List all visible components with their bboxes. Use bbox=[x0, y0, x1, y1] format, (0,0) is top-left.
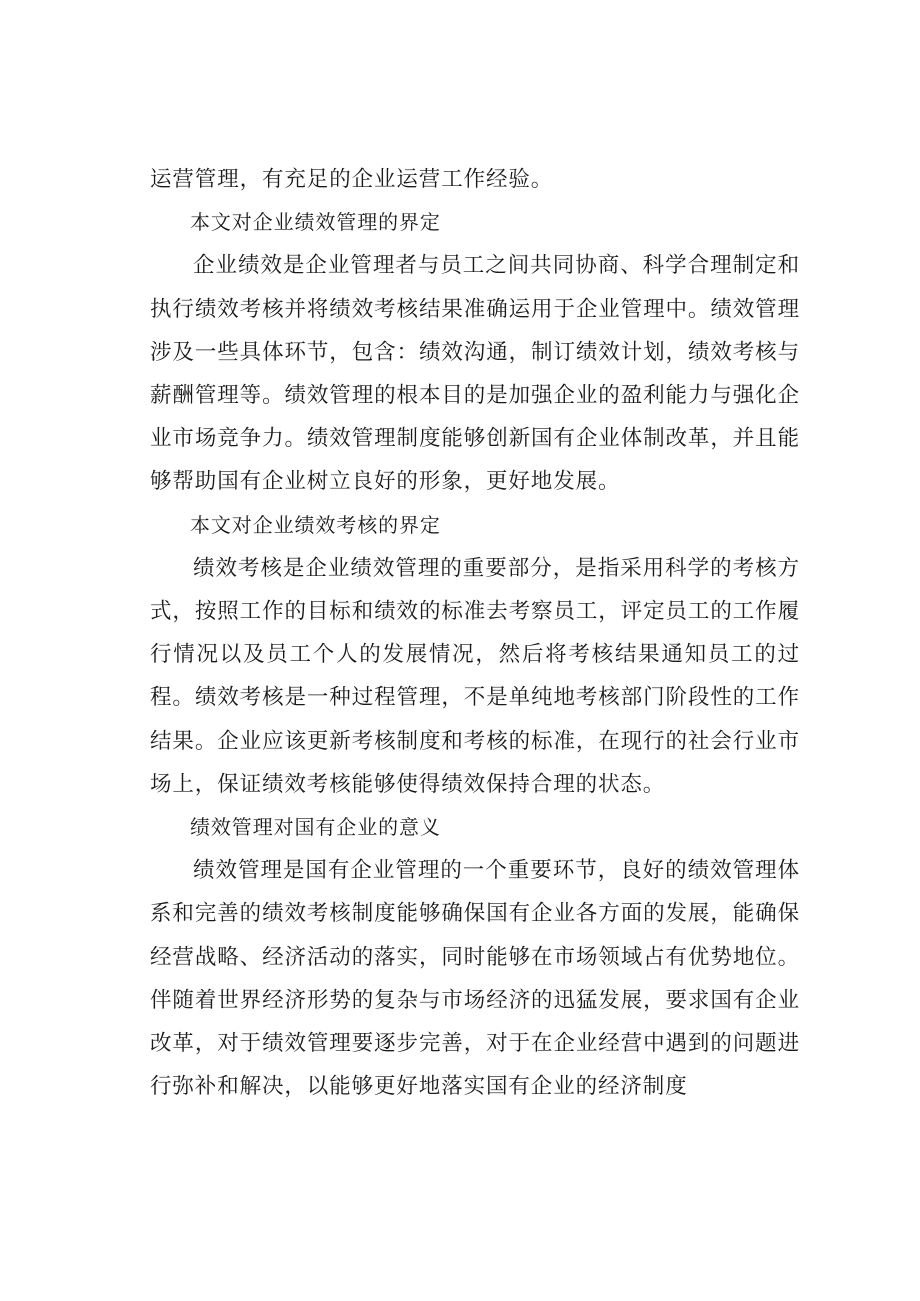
paragraph-significance: 绩效管理是国有企业管理的一个重要环节，良好的绩效管理体系和完善的绩效考核制度能够确保国有企业各方面的发展，能确保经营战略、经济活动的落实，同时能够在市场领域占有优势地位。伴随着世界经济形势的复杂与市场经济的迅猛发展，要求国有企业改革，对于绩效管理要逐步完善，对于在企业经营中遇到的问题进行弥补和解决，以能够更好地落实国有企业的经济制度 bbox=[150, 858, 800, 1100]
section-heading-performance-management: 本文对企业绩效管理的界定 bbox=[190, 210, 441, 235]
paragraph-performance-management: 企业绩效是企业管理者与员工之间共同协商、科学合理制定和执行绩效考核并将绩效考核结果准确运用于企业管理中。绩效管理涉及一些具体环节，包含：绩效沟通，制订绩效计划，绩效考核与薪酬管理等。绩效管理的根本目的是加强企业的盈利能力与强化企业市场竞争力。绩效管理制度能够创新国有企业体制改革，并且能够帮助国有企业树立良好的形象，更好地发展。 bbox=[150, 253, 800, 495]
paragraph-performance-appraisal: 绩效考核是企业绩效管理的重要部分，是指采用科学的考核方式，按照工作的目标和绩效的标准去考察员工，评定员工的工作履行情况以及员工个人的发展情况，然后将考核结果通知员工的过程。绩效考核是一种过程管理，不是单纯地考核部门阶段性的工作结果。企业应该更新考核制度和考核的标准，在现行的社会行业市场上，保证绩效考核能够使得绩效保持合理的状态。 bbox=[150, 555, 800, 797]
section-heading-performance-appraisal: 本文对企业绩效考核的界定 bbox=[190, 512, 441, 537]
section-heading-significance: 绩效管理对国有企业的意义 bbox=[190, 815, 441, 840]
document-body bbox=[150, 158, 800, 1108]
continuation-paragraph: 运营管理，有充足的企业运营工作经验。 bbox=[150, 167, 554, 192]
